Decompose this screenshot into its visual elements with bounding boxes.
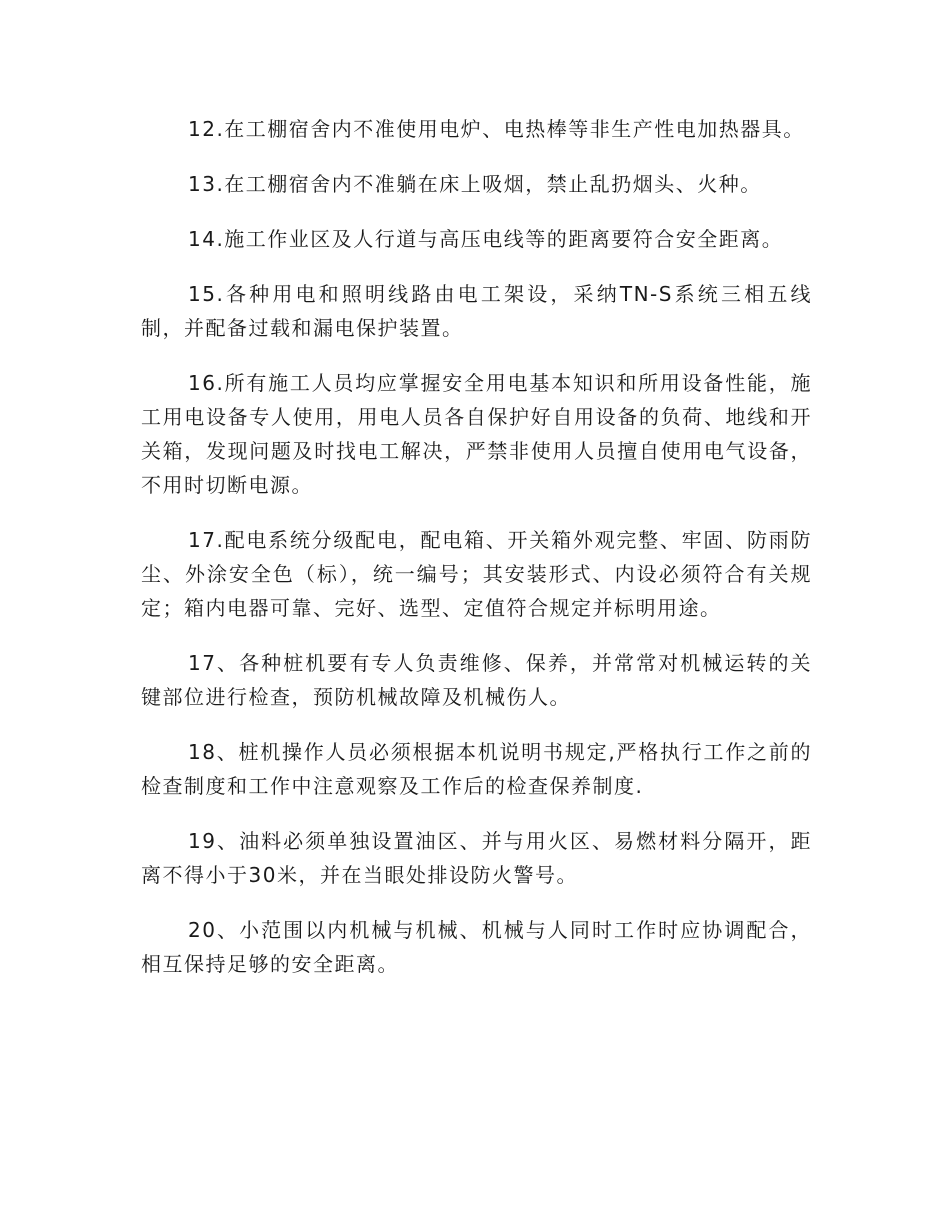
paragraph-rule-17a: 17.配电系统分级配电，配电箱、开关箱外观完整、牢固、防雨防尘、外涂安全色（标），统一编号；其安装形式、内设必须符合有关规定；箱内电器可靠、完好、选型、定值符合规定并标明用途。 <box>141 528 812 620</box>
paragraph-rule-20: 20、小范围以内机械与机械、机械与人同时工作时应协调配合，相互保持足够的安全距离。 <box>141 918 812 976</box>
paragraph-rule-16: 16.所有施工人员均应掌握安全用电基本知识和所用设备性能，施工用电设备专人使用，用电人员各自保护好自用设备的负荷、地线和开关箱，发现问题及时找电工解决，严禁非使用人员擅自使用电气设备，不用时切断电源。 <box>141 371 812 497</box>
paragraph-rule-14: 14.施工作业区及人行道与高压电线等的距离要符合安全距离。 <box>188 227 784 251</box>
paragraph-rule-19: 19、油料必须单独设置油区、并与用火区、易燃材料分隔开，距离不得小于30米，并在当眼处排设防火警号。 <box>141 829 812 887</box>
paragraph-rule-17b: 17、各种桩机要有专人负责维修、保养，并常常对机械运转的关键部位进行检查，预防机械故障及机械伤人。 <box>141 651 812 709</box>
paragraph-rule-13: 13.在工棚宿舍内不准躺在床上吸烟，禁止乱扔烟头、火种。 <box>188 172 762 196</box>
paragraph-rule-18: 18、桩机操作人员必须根据本机说明书规定,严格执行工作之前的检查制度和工作中注意观察及工作后的检查保养制度. <box>141 740 812 798</box>
paragraph-rule-12: 12.在工棚宿舍内不准使用电炉、电热棒等非生产性电加热器具。 <box>188 117 805 141</box>
paragraph-rule-15: 15.各种用电和照明线路由电工架设，采纳TN-S系统三相五线制，并配备过载和漏电保护装置。 <box>141 282 812 340</box>
